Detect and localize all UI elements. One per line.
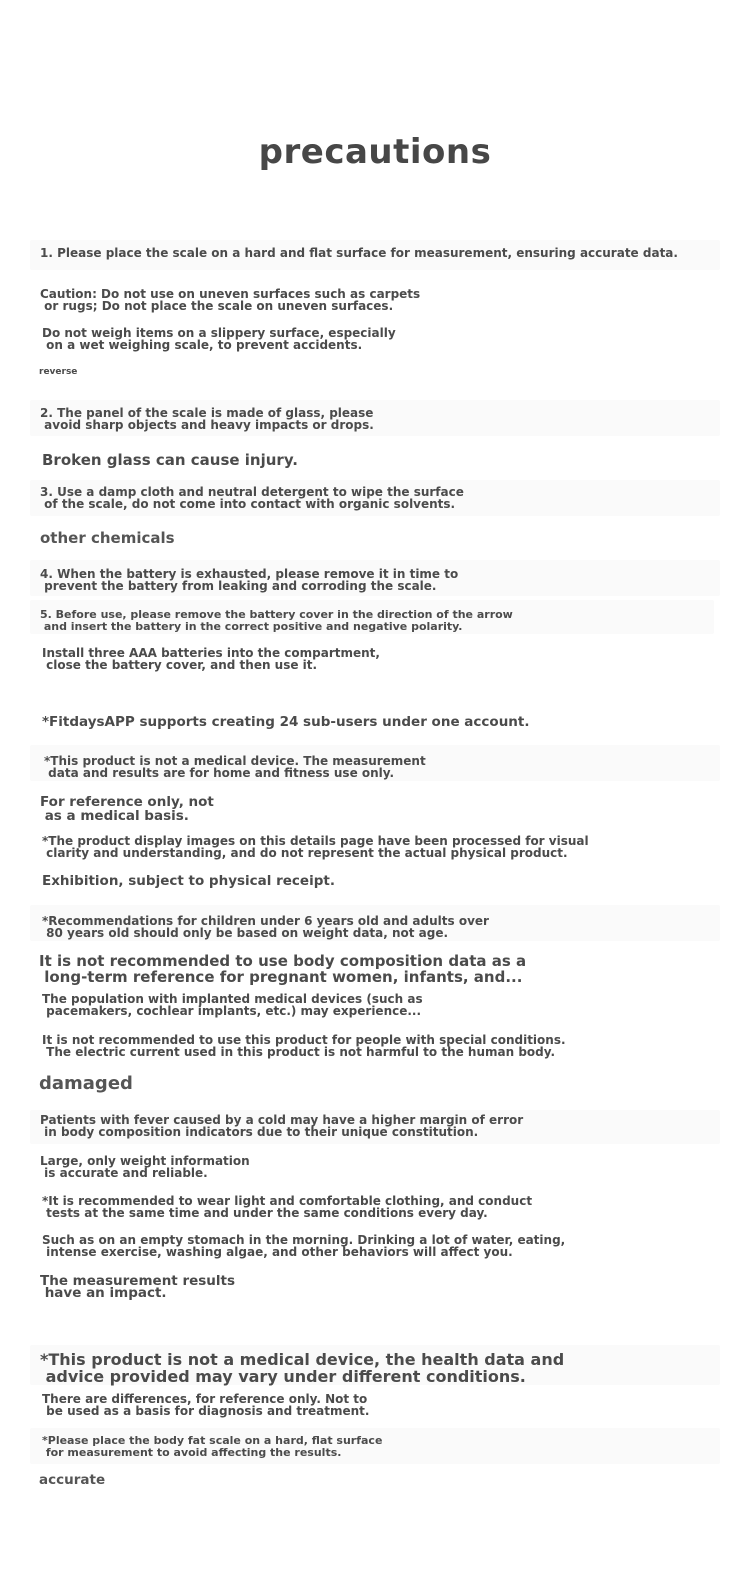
precaution-item: 2. The panel of the scale is made of glass, please avoid sharp objects and heavy impacts or drops.: [40, 406, 374, 432]
precaution-item: Large, only weight information is accurate and reliable.: [40, 1154, 250, 1180]
precaution-item: Caution: Do not use on uneven surfaces such as carpets or rugs; Do not place the scale on uneven surfaces.: [40, 287, 421, 313]
precaution-item: reverse: [39, 367, 78, 377]
precaution-item: Do not weigh items on a slippery surface, especially on a wet weighing scale, to prevent accidents.: [42, 326, 396, 352]
precaution-item: Broken glass can cause injury.: [42, 451, 298, 469]
precaution-item: other chemicals: [40, 529, 175, 547]
precaution-item: It is not recommended to use this product for people with special conditions. The electric current used in this product is not harmful to the human body.: [42, 1033, 566, 1059]
precaution-item: Install three AAA batteries into the compartment, close the battery cover, and then use it.: [42, 646, 380, 672]
precaution-item: 5. Before use, please remove the battery cover in the direction of the arrow and insert the battery in the correct positive and negative polarity.: [40, 608, 513, 633]
precaution-item: Exhibition, subject to physical receipt.: [42, 873, 335, 889]
precaution-item: The measurement results have an impact.: [40, 1273, 236, 1301]
precaution-item: *FitdaysAPP supports creating 24 sub-users under one account.: [42, 714, 530, 730]
precaution-item: *The product display images on this details page have been processed for visual clarity and understanding, and do not represent the actual physical product.: [42, 834, 589, 860]
precaution-item: accurate: [39, 1472, 106, 1488]
precaution-item: 3. Use a damp cloth and neutral detergent to wipe the surface of the scale, do not come into contact with organic solvents.: [40, 485, 464, 511]
precaution-item: *Please place the body fat scale on a hard, flat surface for measurement to avoid affecting the results.: [42, 1434, 383, 1459]
precaution-item: It is not recommended to use body composition data as a long-term reference for pregnant women, infants, and...: [39, 952, 527, 986]
precaution-item: 4. When the battery is exhausted, please remove it in time to prevent the battery from leaking and corroding the scale.: [40, 567, 459, 593]
precaution-item: The population with implanted medical devices (such as pacemakers, cochlear implants, etc.) may experience...: [42, 992, 423, 1018]
precaution-item: damaged: [39, 1073, 133, 1094]
precaution-item: 1. Please place the scale on a hard and flat surface for measurement, ensuring accurate data.: [40, 246, 678, 260]
precaution-item: There are differences, for reference only. Not to be used as a basis for diagnosis and treatment.: [42, 1392, 370, 1418]
precaution-item: *This product is not a medical device. The measurement data and results are for home and fitness use only.: [44, 754, 426, 780]
precaution-item: *Recommendations for children under 6 years old and adults over 80 years old should only be based on weight data, not age.: [42, 914, 489, 940]
precaution-item: Patients with fever caused by a cold may have a higher margin of error in body composition indicators due to their unique constitution.: [40, 1113, 524, 1139]
precaution-item: For reference only, not as a medical basis.: [40, 794, 214, 824]
page-title: precautions: [258, 132, 492, 172]
precaution-item: *It is recommended to wear light and comfortable clothing, and conduct tests at the same time and under the same conditions every day.: [42, 1194, 533, 1220]
precaution-item: Such as on an empty stomach in the morning. Drinking a lot of water, eating, intense exercise, washing algae, and other behaviors will affect you.: [42, 1233, 566, 1259]
precaution-item: *This product is not a medical device, the health data and advice provided may vary under different conditions.: [40, 1350, 565, 1386]
